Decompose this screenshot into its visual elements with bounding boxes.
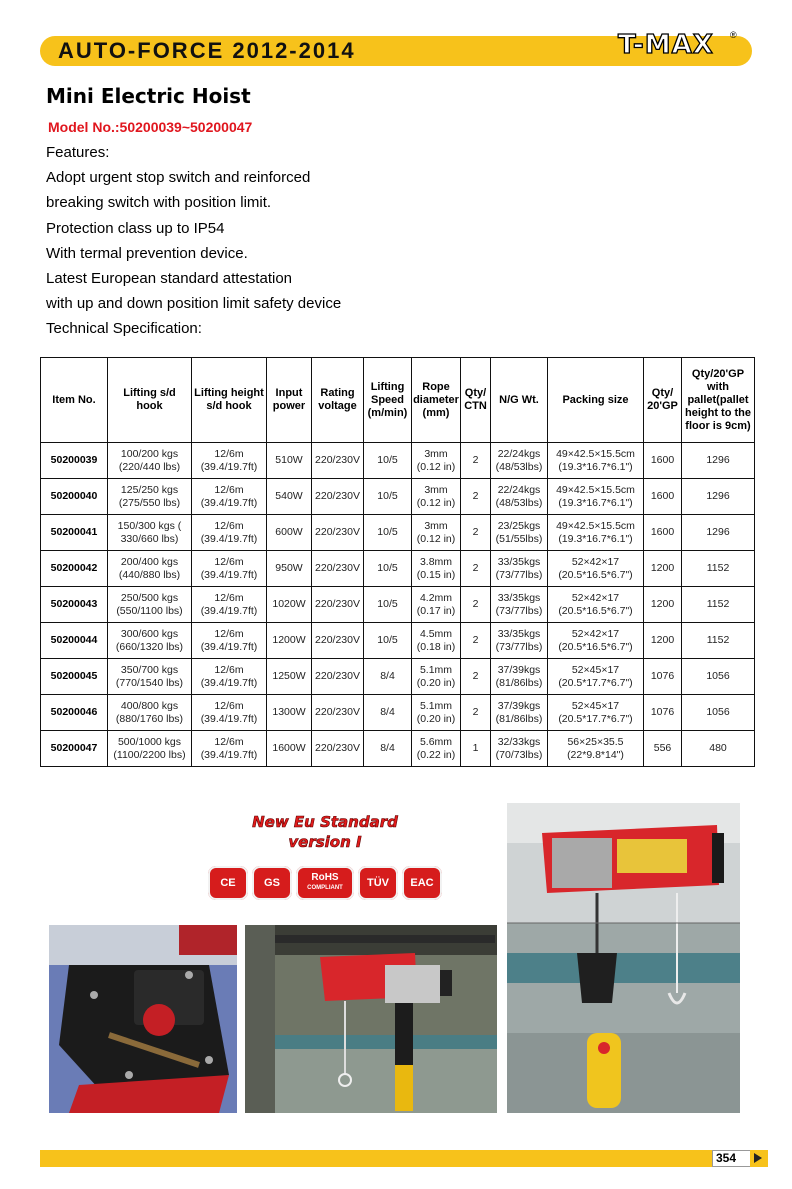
- spec-heading: Technical Specification:: [46, 320, 202, 338]
- col-header-lifting-speed: Lifting Speed (m/min): [364, 358, 412, 443]
- table-cell: 10/5: [364, 551, 412, 587]
- table-cell: 8/4: [364, 731, 412, 767]
- table-cell: 2: [461, 515, 491, 551]
- col-header-rating-voltage: Rating voltage: [312, 358, 364, 443]
- ce-badge: CE: [208, 866, 248, 900]
- table-cell: 32/33kgs (70/73lbs): [491, 731, 548, 767]
- item-number-cell: 50200043: [41, 587, 108, 623]
- table-cell: 12/6m (39.4/19.7ft): [192, 587, 267, 623]
- table-cell: 12/6m (39.4/19.7ft): [192, 659, 267, 695]
- table-cell: 1600: [644, 515, 682, 551]
- table-cell: 556: [644, 731, 682, 767]
- table-cell: 150/300 kgs ( 330/660 lbs): [108, 515, 192, 551]
- table-cell: 12/6m (39.4/19.7ft): [192, 695, 267, 731]
- table-row: [41, 515, 755, 551]
- table-cell: 3.8mm (0.15 in): [412, 551, 461, 587]
- table-cell: 22/24kgs (48/53lbs): [491, 443, 548, 479]
- gs-badge: GS: [252, 866, 292, 900]
- table-cell: 49×42.5×15.5cm (19.3*16.7*6.1"): [548, 443, 644, 479]
- table-cell: 480: [682, 731, 755, 767]
- table-cell: 5.1mm (0.20 in): [412, 659, 461, 695]
- tuv-badge: TÜV: [358, 866, 398, 900]
- col-header-qty-ctn: Qty/ CTN: [461, 358, 491, 443]
- table-cell: 33/35kgs (73/77lbs): [491, 551, 548, 587]
- table-cell: 1200: [644, 551, 682, 587]
- eu-standard-label: [205, 812, 445, 852]
- eu-label-line1: New Eu Standard: [252, 813, 398, 831]
- table-cell: 1200: [644, 623, 682, 659]
- item-number-cell: 50200039: [41, 443, 108, 479]
- table-cell: 540W: [267, 479, 312, 515]
- table-cell: 10/5: [364, 443, 412, 479]
- item-number-cell: 50200041: [41, 515, 108, 551]
- page-title: Mini Electric Hoist: [46, 84, 251, 108]
- table-cell: 950W: [267, 551, 312, 587]
- table-row: [41, 443, 755, 479]
- table-row: [41, 695, 755, 731]
- col-header-rope-diameter: Rope diameter (mm): [412, 358, 461, 443]
- col-header-lifting: Lifting s/d hook: [108, 358, 192, 443]
- feature-line: with up and down position limit safety device: [46, 295, 342, 313]
- table-cell: 37/39kgs (81/86lbs): [491, 695, 548, 731]
- page-number: 354: [716, 1151, 737, 1165]
- model-number: Model No.:50200039~50200047: [48, 119, 253, 135]
- table-cell: 1152: [682, 587, 755, 623]
- table-cell: 2: [461, 443, 491, 479]
- table-cell: 3mm (0.12 in): [412, 515, 461, 551]
- table-cell: 52×45×17 (20.5*17.7*6.7"): [548, 695, 644, 731]
- table-cell: 4.2mm (0.17 in): [412, 587, 461, 623]
- table-cell: 220/230V: [312, 479, 364, 515]
- table-cell: 1600: [644, 479, 682, 515]
- rohs-badge-sub: COMPLIANT: [307, 885, 343, 891]
- table-row: [41, 551, 755, 587]
- table-cell: 510W: [267, 443, 312, 479]
- table-cell: 10/5: [364, 587, 412, 623]
- table-cell: 220/230V: [312, 731, 364, 767]
- eu-label-line2: version Ⅰ: [288, 833, 362, 851]
- table-cell: 1: [461, 731, 491, 767]
- table-cell: 3mm (0.12 in): [412, 479, 461, 515]
- table-row: [41, 587, 755, 623]
- hoist-hanging-photo: [507, 803, 740, 1113]
- table-cell: 12/6m (39.4/19.7ft): [192, 551, 267, 587]
- table-cell: 400/800 kgs (880/1760 lbs): [108, 695, 192, 731]
- table-cell: 1200: [644, 587, 682, 623]
- table-cell: 300/600 kgs (660/1320 lbs): [108, 623, 192, 659]
- tmax-logo: [618, 28, 738, 68]
- feature-line: Latest European standard attestation: [46, 270, 293, 288]
- table-cell: 2: [461, 551, 491, 587]
- table-cell: 125/250 kgs (275/550 lbs): [108, 479, 192, 515]
- table-cell: 12/6m (39.4/19.7ft): [192, 515, 267, 551]
- table-cell: 2: [461, 659, 491, 695]
- col-header-qty-20gp: Qty/ 20'GP: [644, 358, 682, 443]
- table-cell: 220/230V: [312, 443, 364, 479]
- technical-spec-table: [40, 357, 755, 767]
- table-cell: 12/6m (39.4/19.7ft): [192, 623, 267, 659]
- table-cell: 1300W: [267, 695, 312, 731]
- table-header-row: [41, 358, 755, 443]
- table-cell: 1600W: [267, 731, 312, 767]
- table-cell: 3mm (0.12 in): [412, 443, 461, 479]
- certification-badges: [208, 866, 442, 900]
- table-cell: 250/500 kgs (550/1100 lbs): [108, 587, 192, 623]
- table-cell: 1296: [682, 479, 755, 515]
- item-number-cell: 50200044: [41, 623, 108, 659]
- col-header-qty-20gp-pallet: Qty/20'GP with pallet(pallet height to the floor is 9cm): [682, 358, 755, 443]
- table-cell: 5.1mm (0.20 in): [412, 695, 461, 731]
- table-cell: 500/1000 kgs (1100/2200 lbs): [108, 731, 192, 767]
- table-cell: 220/230V: [312, 659, 364, 695]
- table-cell: 52×45×17 (20.5*17.7*6.7"): [548, 659, 644, 695]
- table-cell: 23/25kgs (51/55lbs): [491, 515, 548, 551]
- col-header-lifting-height: Lifting height s/d hook: [192, 358, 267, 443]
- table-cell: 12/6m (39.4/19.7ft): [192, 479, 267, 515]
- table-cell: 10/5: [364, 479, 412, 515]
- rohs-badge: [296, 866, 354, 900]
- table-cell: 200/400 kgs (440/880 lbs): [108, 551, 192, 587]
- table-row: [41, 731, 755, 767]
- table-cell: 220/230V: [312, 695, 364, 731]
- table-cell: 33/35kgs (73/77lbs): [491, 587, 548, 623]
- table-cell: 1296: [682, 443, 755, 479]
- feature-line: breaking switch with position limit.: [46, 194, 272, 212]
- table-cell: 600W: [267, 515, 312, 551]
- table-cell: 49×42.5×15.5cm (19.3*16.7*6.1"): [548, 479, 644, 515]
- table-cell: 22/24kgs (48/53lbs): [491, 479, 548, 515]
- features-heading: Features:: [46, 144, 110, 161]
- item-number-cell: 50200046: [41, 695, 108, 731]
- table-cell: 8/4: [364, 695, 412, 731]
- banner-title: AUTO-FORCE 2012-2014: [58, 38, 356, 63]
- table-cell: 33/35kgs (73/77lbs): [491, 623, 548, 659]
- table-cell: 10/5: [364, 623, 412, 659]
- item-number-cell: 50200042: [41, 551, 108, 587]
- col-header-input-power: Input power: [267, 358, 312, 443]
- table-row: [41, 479, 755, 515]
- feature-line: With termal prevention device.: [46, 244, 248, 262]
- table-cell: 2: [461, 695, 491, 731]
- item-number-cell: 50200040: [41, 479, 108, 515]
- table-cell: 52×42×17 (20.5*16.5*6.7"): [548, 551, 644, 587]
- item-number-cell: 50200047: [41, 731, 108, 767]
- feature-line: Adopt urgent stop switch and reinforced: [46, 169, 311, 187]
- hoist-workbench-photo: [245, 925, 497, 1113]
- logo-text: T-MAX: [618, 30, 714, 60]
- table-cell: 1020W: [267, 587, 312, 623]
- table-cell: 1600: [644, 443, 682, 479]
- table-row: [41, 659, 755, 695]
- table-body: [41, 443, 755, 767]
- item-number-cell: 50200045: [41, 659, 108, 695]
- registered-mark: ®: [730, 30, 737, 40]
- table-cell: 2: [461, 479, 491, 515]
- col-header-packing-size: Packing size: [548, 358, 644, 443]
- table-row: [41, 623, 755, 659]
- footer-bar: [40, 1150, 712, 1167]
- table-cell: 100/200 kgs (220/440 lbs): [108, 443, 192, 479]
- feature-line: Protection class up to IP54: [46, 219, 225, 237]
- table-cell: 12/6m (39.4/19.7ft): [192, 731, 267, 767]
- table-cell: 52×42×17 (20.5*16.5*6.7"): [548, 623, 644, 659]
- table-cell: 37/39kgs (81/86lbs): [491, 659, 548, 695]
- table-cell: 2: [461, 623, 491, 659]
- table-cell: 52×42×17 (20.5*16.5*6.7"): [548, 587, 644, 623]
- table-cell: 220/230V: [312, 623, 364, 659]
- table-cell: 56×25×35.5 (22*9.8*14"): [548, 731, 644, 767]
- rohs-badge-text: RoHS: [311, 872, 339, 883]
- table-cell: 1152: [682, 623, 755, 659]
- switch-mechanism-photo: [49, 925, 237, 1113]
- table-cell: 49×42.5×15.5cm (19.3*16.7*6.1"): [548, 515, 644, 551]
- table-cell: 8/4: [364, 659, 412, 695]
- table-cell: 220/230V: [312, 551, 364, 587]
- table-cell: 1056: [682, 659, 755, 695]
- table-cell: 4.5mm (0.18 in): [412, 623, 461, 659]
- table-cell: 1250W: [267, 659, 312, 695]
- table-cell: 350/700 kgs (770/1540 lbs): [108, 659, 192, 695]
- table-cell: 1200W: [267, 623, 312, 659]
- table-cell: 10/5: [364, 515, 412, 551]
- table-cell: 2: [461, 587, 491, 623]
- table-cell: 1076: [644, 659, 682, 695]
- table-cell: 5.6mm (0.22 in): [412, 731, 461, 767]
- features-list: [46, 140, 341, 342]
- col-header-ng-wt: N/G Wt.: [491, 358, 548, 443]
- table-cell: 1296: [682, 515, 755, 551]
- table-cell: 1076: [644, 695, 682, 731]
- table-cell: 220/230V: [312, 587, 364, 623]
- table-cell: 1056: [682, 695, 755, 731]
- table-cell: 1152: [682, 551, 755, 587]
- col-header-item-no: Item No.: [41, 358, 108, 443]
- table-cell: 12/6m (39.4/19.7ft): [192, 443, 267, 479]
- table-cell: 220/230V: [312, 515, 364, 551]
- eac-badge: EAC: [402, 866, 442, 900]
- next-arrow-icon: [754, 1153, 762, 1163]
